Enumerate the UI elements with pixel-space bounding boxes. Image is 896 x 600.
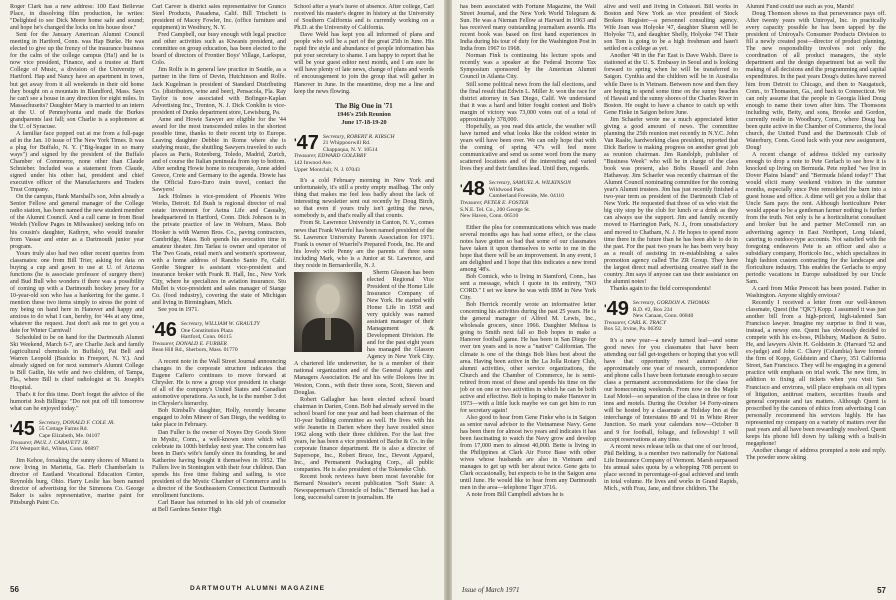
class-officers: Secretary, GORDON A. THOMAS R.D. #2, Box 234 New Canaan, Conn. 06840 Treasurer, CARL K. TRACY Box 52, Irvine, Pa. 06392 [604, 299, 710, 333]
portrait-photo [294, 272, 362, 352]
paragraph: Sherm Gleason has been elected Regional Vice President of the Home Life Insurance Company of New York. He started with Home Life in 1958 and very quickly was named assistant manager of their Management & Development Division. He and for the past eight years has managed the Glasson Agency in New York City. A chartered life underwriter, he is a member of their national organization and of the General Agents and Managers Association. He and his wife Dolores live in Weston, Conn., with their three sons, Scott, Steven and Douglas. [294, 269, 434, 396]
paragraph: Scheduled to be on hand for the Dartmouth Alumni Ski Weekend, March 6-7, are Charlie Jack and family (agricultural chemicals in Buffalo), Pat Bell and Warren Leopold (Busicks in Freeport, N. Y.). And already signed on for next summer's Alumni College is Bill Gatlin, his wife and two children, of Tampa, Fla., where Bill is chief radiologist at St. Joseph's Hospital. [10, 335, 144, 391]
paragraph: A note from Bill Campbell advises he is [466, 492, 564, 499]
paragraph: Also good to hear from Gene Finke who is in Saigon as senior naval advisor to the Vietnamese Navy. Gene has been there for almost two years and indicates it has been fascinating to watch the Navy grow and develop from 17,000 men to almost 40,000. Bette is living in the Philippines at Clark Air Force Base with other wives whose husbands are also in Vietnam and manages to get up with her about twice. Gene gets to Clark occasionally, but expects to be in the Saigon area until June. He would like to hear from any Dartmouth men in the area—telephone Tiger 3716. [460, 414, 596, 492]
paragraph: Another change of address prompted a note and reply. The powder snow skiing [746, 447, 886, 461]
paragraph: Jim Schaefer wrote me a much appreciated letter giving a good amount of news. The committee planning the 25th reunion met recently in N.Y.C. John Van Raalte, hardworking class president, reported that Dick Barlow is making progress on another great job as reunion chairman. Jim Randolph, publisher of "Business Week" who will be in charge of the class book was present, also Bobs Russell and John Hathaway. Jim Schaefer was recently chairman of the Alumni Council nominating committee for the coming year's Alumni trustees. Jim has just recently finished a two-year term as president of the Dartmouth Club of New York. He requested that those of us who visit the big city stop by the club for lunch or a drink as they can always use the support. Jim and family recently moved to Harrington Park, N. J., from unsatisfactory and moved to Chatham, N. J. He hopes to spend more time there in the future than he has been able to do in the past. For the past two years he has been very busy as a result of assisting in re-establishing a sales promotion agency called The ZR Group. They have the largest direct mail advertising creative staff in the country. Jim says if anyone can use their assistance on the alumni notes! [604, 116, 738, 285]
paragraph: alive and well and living in Cohasset. Bill works in Boston and New York as vice president of Stock Brokers Register—a personnel consulting agency. Wife Joan was Holyoke '47, daughter Sharon will be Holyoke '73, and daughter Shelly, Holyoke '74! Their son Tom is going to be a high freshman and hasn't settled on a college as yet. [604, 4, 738, 53]
right-page [452, 0, 896, 600]
reunion-banner: The Big One in '71 1946's 25th Reunion June 17-18-19-20 [335, 101, 393, 126]
paragraph: School after a year's leave of absence. After college, Carl received his master's degree in history at the University of Southern California and is currently working on a Ph.D. at the University of California. [294, 4, 434, 32]
class-heading-46 [152, 320, 286, 354]
class-year: '45 [10, 417, 35, 440]
right-column-2 [604, 4, 738, 572]
page-number: 57 [877, 586, 886, 595]
right-footer [462, 586, 886, 594]
paragraph: A recent change of address tickled my curiosity enough to drop a note to Pete Gerlach to see how it is knocked up living on Bermuda. Pete replied "we live in Dover Plains Island" and "Bermuda Island today!" That would elicit many weekend visitors in the summer months, especially since Pete remodeled the barn into a guest house and office. A dime will get you a dollar that Uncle Sam pays the rent. Although horticulture Peter would appear to be a gentleman farmer nothing is further from the truth. Not only is he a horticulturist consultant and broker but he and partner McConnell run an advertising agency in East Northport, Long Island, catering to outdoor-type accounts. Not satisfied with the foregoing endeavors Pete is an officer and also a subsidiary company, Horticolo Inc., which specializes in high fashion custom contracting for the landscape and floriculture industry. This enables the Gerlachs to enjoy periodic vacations in Europe subsidized by our Uncle Sam. [746, 151, 886, 285]
paragraph: Sent for the January American Alumni Council meeting in Hartford, Conn. was Hap Burke. He was elected to give up the frenzy of the insurance business for the calm of the college campus (Ha!) and he is now vice president, Finance, and a trustee at Hartt College of Music, a division of the University of Hartford. Hap and Nancy have an apartment in town, but get away from it all weekends in their old home they bought on a mountain in Blandford, Mass. Says he can't see a house in any direction for eight miles. In Massachusetts? Daughter Mary is married to an intern at the U. of Pennsylvania and made the Burkes grandparents last fall; son Charlie is a sophomore at the U. of Syracuse. [10, 32, 144, 130]
left-footer [10, 585, 434, 594]
paragraph: On the campus, Hank Marshall's son, John already a Senior Fellow and general manager of the College radio station, has been named the new student member of the Alumni Council. And a call came in from Brad Wedeh (Yellow Pages in Milwaukee) seeking info on his cousin's daughter, Kathryn, who would transfer from Vassar and enter as a Dartmouth junior year program. [10, 194, 144, 250]
right-column-3 [746, 4, 886, 572]
paragraph: Roger Clark has a new address: 100 East Bellevue Place, in dissolving film production, he writes: "Delighted to see Dick Meere home safe and sound; and hope he's changed the locks on his house door." [10, 4, 144, 32]
paragraph: Bob Comick, who is living in Stamford, Conn., has sent a message, which I quote in its entirety, "NO CORD." I set we knew he was with IBM in New York City. [460, 274, 596, 302]
paragraph: Jim Rolfe is in general law practice in Seattle, as a partner in the firm of Devin, Hutchinson and Rolfe. Jack Kugelman is president of Standard Distributing Co. (distributors, wine and beer), Pensacola, Fla. Ray Taylor is now associated with Bofinger-Kaplan Advertising Inc., Trenton, N. J. Dick Conklin is vice-president of Dunks department store, Lewisburg, Pa. [152, 67, 286, 116]
paragraph: A card from Mike Prescott has been posted. Father in Washington. Anyone slightly envious? [746, 285, 886, 299]
class-year: '49 [604, 297, 629, 320]
class-officers: Secretary, WILLIAM W. GRAULTY One Constitution Plaza Hartford, Conn. 06115 Treasurer, DONALD E. FURBER Bean Hill Rd., Sherborn, Mass. 01770 [152, 321, 260, 354]
paragraph: That's it for this time. Don't forget the advice of the humorist Josh Billings: "Do not put off till tomorrow what can be enjoyed today." [10, 391, 144, 412]
paragraph: Recently I received a letter from our well-known classmate, Quest (the "QK") Kopp. I assumed it was just another bill from a high-priced, high-talented San Francisco lawyer. Imagine my surprise to find it was, instead, a newsy one. Quent has obviously decided to compete with his ex-boss, Pillsbury, Madison & Sutro. He, and lawyers Alvin H. Goldstein Jr. (Harvard '52 and ex-judge) and John C. Chavy (Columbia) have formed the firm of Kopp, Goldstein and Chavy, 351 California Street, San Francisco. They will be engaging in a general practice with emphasis on trial work. The new firm, in addition to fixing all tickets when you visit San Francisco and environs, will place emphasis on all types of litigation, antitrust matters, securities frauds and general corporate and tax matters. Although Quent is proscribed by the canons of ethics from advertising I can personally recommend his services highly. He has represented my company on a variety of matters over the past years and all have been rewardingly resolved. Quent keeps his phone bill down by talking with a built-in megaphone! [746, 299, 886, 447]
class-year: '48 [460, 178, 485, 201]
paragraph: has been associated with Fortune Magazine, the Wall Street Journal, and the New York World Telegram & Sun. He was a Nieman Fellow at Harvard in 1963 and has received many outstanding journalism awards. His recent book was based on first hand experiences in India during his tour of duty for the Washington Post in India from 1967 to 1968. [460, 4, 596, 53]
class-heading-45 [10, 419, 144, 453]
paragraph: Doug Thomson shows us that perseverance pays off. After twenty years with Uniroyal, Inc. in practically every capacity possible he has been tapped by the president of Uniroyal's Consumer Products Division to fill a newly created post—director of product planning. The new responsibility involves not only the coordination of all product managers, the style department and the design department but as well the making of all decisions and the programming and capital expenditures. In the past years Doug's duties have moved him from Detroit to Chicago, and then to Naugatuck, Conn., to Thomaston, Ga., and back to Connecticut. We can only assume that the people in Georgia liked Doug enough to name their town after him. The Thomsons including wife, Betty, and sons, Brooke and Gordon, currently reside in Woodbury, Conn., where Doug has been quite active in the Chamber of Commerce, the local church, the United Fund and the Dartmouth Club of Waterbury, Conn. Good luck with your new assignment, Doug! [746, 11, 886, 151]
paragraph: It's a new year—a newly turned leaf—and some good news for you classmates that have been attending our fall get-togethers or hoping that you will have that opportunity next autumn! After approximately one year of research, correspondence and phone calls I have been fortunate enough to secure class a permanent accommodations for the class for our homecoming weekends. From now on the Maple Leaf Motel—so separation of the class in three or four inns and motels. During the October 14 Forty-niners will be hosted by a classmate at Holiday Inn at the interchange of Interstates 89 and 91 in White River Junction. So mark your calendars now—October 8 and 9 for football, foliage, and fellowship! I will accept reservations at any time. [604, 337, 738, 443]
paragraph: Jim Kehoe, forsaking the sunny shores of Miami is now living in Marietta, Ga. Herb Chamberlain is director of Eastland Vocational Education Center, Reynolds burg, Ohio. Harry Leslie has been named director of advertising for the Simmons Co. George Baker is sales representative, marine paint for Pittsburgh Paint Co. [10, 457, 144, 506]
paragraph: It's a cold February morning in New York and unfortunately, it's still a pretty empty mailbag. The only thing that makes me feel less badly about the lack of interesting newsletter sent out recently by Doug Birch, so that even if yours truly isn't getting the news, somebody is, and that's really all that counts. [294, 178, 434, 220]
paragraph: Dave Weld has kept you all informed of plans and people who will be a part of the great 25th in June. His rapid fire style and abundance of people information has put your secretary to shame. I am happy to report that he will be your guest editor next month, and I am sure he will have plenty of late news, change of plans and words of encouragement to join the group that will gather in Hanover in June. In the meantime, drop me a line and keep the news flowing. [294, 32, 434, 95]
paragraph: Bob Herrick recently wrote an informative letter concerning his activities during the past 25 years. He is the general manager of Alfred M. Lewis, Inc., wholesale grocers, since 1966. Daughter Melissa is going to Smith next fall so Bob hopes to make a Hanover football game. He has been in San Diego for over ten years and is now a "native" Californian. The climate is one of the things Bob likes best about the area. Having been active in the La Jolla Rotary Club, alumni activities, other service organizations, the Church and the Chamber of Commerce, he is semi-retired from most of these and spends his time on the job or on one or two activities in which he can be both active and effective. Bob is hoping to make Hanover in 1973—with a little luck maybe we can get him to run for secretary again! [460, 302, 596, 414]
paragraph: Hopefully, as you read this article, the weather will have turned and what looks like the coldest winter in years will have been over. We can only hope that with the coming of spring '47's will feel more communicative and send us some word from the many scattered locations and of the interesting and varied lives they and their families lead. Until then, regards. [460, 123, 596, 173]
left-column-1 [10, 4, 144, 572]
paragraph: Dan Fuller is the owner of Noyes Dry Goods Store in Mystic, Conn., a well-known store which will celebrate its 100th birthday next year. The concern has been in Dan's wife's family since its founding, he and Katherine having bought it themselves in 1952. The Fullers live in Stonington with their four children. Dan spends his free time fishing and sailing, is vice president of the Mystic Chamber of Commerce and is a director of the Southeastern Connecticut Dartmouth enrollment functions. [152, 429, 286, 499]
left-column-3 [294, 4, 434, 572]
issue-date: Issue of March 1971 [462, 586, 520, 594]
paragraph: Either the plea for communications which was made several months ago has had some effect, or the class notes have gotten so bad that some of our classmates have taken it upon themselves to write to me in the hope that there will be an improvement. In any event, I am delighted and I hope that this indicates a new trend among '48's. [460, 224, 596, 273]
magazine-title: DARTMOUTH ALUMNI MAGAZINE [190, 585, 326, 592]
paragraph: A recent news release tells us that one of our brood, Phil Belding, is a member two nationally for National Life Insurance Company of Vermont. Marsh surpassed his annual sales quota by a whopping 708 percent to place second in percentage-of-goal achieved and tenth in total volume. He lives and works in Grand Rapids, Mich., with Frau, Jane, and three children. The [604, 443, 738, 492]
paragraph: Thanks again to the field correspondents! [610, 285, 712, 292]
class-officers: Secretary, SAMUEL A. WILKINSON Wildwood Park Cumberland Foreside, Me. 04110 Treasurer, PETER E. FOSTER S.N.E. Tel. Co., 200 George St. New Haven, Conn. 06510 [460, 180, 571, 220]
paragraph: See you in 1971. [158, 307, 199, 314]
class-year: '46 [152, 319, 177, 342]
paragraph: Alumni Fund could use such as you, Marsh! [746, 4, 854, 10]
paragraph: Norman Fink is continuing his lecture spots and recently was a speaker at the Federal Income Tax Symposium sponsored by the American Alumni Council in Atlanta City. [460, 53, 596, 81]
class-officers: Secretary, DONALD F. COLE JR. 55 Cottage Farms Rd. Cape Elizabeth, Me. 04107 Treasurer, PAUL J. CARAVETT JR. 274 Westport Rd., Wilton, Conn. 06897 [10, 419, 115, 453]
class-heading-47 [294, 133, 434, 174]
class-year: '47 [294, 131, 319, 154]
paragraph: Carl Carver is district sales representative for Granco Steel Products, Pasadena, Calif. Bill Trischett is president of Macey Fowler, Inc. (office furniture and equipment) in Westbury, N. Y. [152, 4, 286, 32]
paragraph: Yours truly also had two other recent queries from classmates: one from Bill Trier, asking for data on buying a cup and gown to use at U. of Arizona functions (he is associate professor of surgery there) and Bud Bull who wonders if there was a possibility of coming up with a Dartmouth hockey jersey for a 10-year-old son who has a hankering for the game. I mention these two items simply to stress the point of my being on hand here in Hanover and happy and anxious to do what I can, hereby, for '44s at any time, whatever the request. Just don't ask me to get you a date for Winter Carnival! [10, 250, 144, 335]
paragraph: Still some political news from the fall elections, and the final result that Edwin L. Miller Jr. won the race for district attorney in San Diego, Calif. We understand that it was a hard and bitter fought contest and Bob's margin of victory was 73,000 votes out of a total of approximately 378,000. [460, 81, 596, 123]
paragraph: Fred Campbell, our busy enough with legal practice and other activities such as Kiwanis president, and committee on group education, has been elected to the board of directors of Frontier Boys' Village, Larkspur, Colo. [152, 32, 286, 67]
paragraph: A recent note in the Wall Street Journal announcing changes in the corporate structure indicates that Eugene Cafiero continues to move forward at Chrysler. He is now a group vice president in charge of all of the company's United States and Canadian automotive operations. As such, he is the number 3 dot in Chrysler's hierarchy. [152, 359, 286, 408]
page-gutter [444, 0, 452, 600]
paragraph: Anne and Howie Sawyer are eligible for the '44 award for the most transcended miles in the shortest possible time, thanks to their recent trip to Europe. Leaving daughter Debbie in Rome where she is studying music, the shuttling Sawyers traveled to such places as Paris, Rotenberg, Toledo, Madrid, Zurich, and of course the Italian peninsula from top to bottom. After sending Howie home to recuperate, Anne added Greece, Crete and Germany to the agenda. Howie has the Official Euro-Euro train travel, contact the Sawyers! [152, 116, 286, 194]
page-number: 56 [10, 585, 19, 594]
class-heading-49 [604, 299, 738, 333]
paragraph: Robert Gallagher has been elected school board chairman in Darien, Conn. Bob had already served in the school board for one year and had been chairman of the 10-year building committee as well. He lives with his wife Jeanette in Darien where they have resided since 1962 along with their three children. For the last five years, he has been a vice president of Bache & Co. in the corporate finance department. He is also a director of Supersope, Inc., Robert Bruce, Inc., Devont Apparel, Inc., and Permanent Packaging Corp., all public companies. He is also president of the Tokeneke Club. [294, 396, 434, 474]
paragraph: Recent book reviews have been most favorable for Bernard Nossiter's recent publication "Soft State: A Newspaperman's Chronicle of India." Bernard has had a long, successful career in journalism. He [294, 474, 434, 502]
right-column-1 [460, 4, 596, 572]
paragraph: A familiar face popped out at me from a full-page ad in the Jan. 10 issue of The New York Times. It was a plug for Buffalo, N. Y. ("Big-league in so many ways") and signed by the president of the Buffalo Chamber of Commerce, none other than Claude Schnieber. Included was a statement from Claude, signed under his other hat, president and chief executive officer of the Manufacturers and Traders Trust Company. [10, 130, 144, 194]
paragraph: Carl Bauer has returned to his old job of counselor at Bell Gardens Senior High [152, 499, 286, 514]
paragraph: Another '48 in the Far East is Dave Walsh. Dave is stationed at the U. S. Embassy in Seoul and is looking forward to spring when he will be transferred to Saigon. Cynthia and the children will be in Australia while Dave is in Vietnam. Between now and then they are hoping to spend some time on the sunny beaches of Hawaii and the sunny shores of the Charles River in Boston. He ought to have a chance to catch up with Gene Finke in Saigon before June. [604, 53, 738, 116]
left-column-2 [152, 4, 286, 572]
class-officers: Secretary, ROBERT R. KIRSCH 21 Whippoorwill Rd. Chappaqua, N. Y. 10514 Treasurer, EDWARD GOLEBBY 142 Inwood Ave. Upper Montclair, N. J. 07043 [294, 133, 395, 173]
class-heading-48 [460, 179, 596, 220]
paragraph: Jack Holmes is vice-president of Phoenix Wire Works, Detroit. Ed Bush is regional director of real estate investment for Aetna Life and Casualty, headquartered in Hartford, Conn. Dick Johnson is in the private practice of law in Woburn, Mass. Bob Hooker is with Warren Bros. Co., paving contractors, Cambridge, Mass. Bob spends his avocation time in amateur theater. Jim Tarlau is owner and operator of The Two Goats, retail men's and women's sportswear, with a home address of Rancho Santo Fe, Calif. Gordie Stegner is assistant vice-president and insurance broker with Frank B. Hall, Inc., New York City, where he specializes in aviation insurance. Stu Mullet is vice-president and sales manager of Stange Co. (food industry), covering the state of Michigan and living in Birmingham, Mich. [152, 194, 286, 306]
left-page [0, 0, 444, 600]
paragraph: Bob Kimball's daughter, Holly, recently became engaged to John Mineer of San Diego, the wedding to take place in February. [152, 408, 286, 429]
paragraph: From St. Lawrence University in Canton, N. Y., comes news that Frank Wuerfel has been named president of the St. Lawrence University Parents Association for 1971. Frank is owner of Wuerfel's Prepared Foods, Inc. He and his lovely wife Penny are the parents of three sons including Mark, who is a Junior at St. Lawrence, and they reside in Bernardsville, N. J. [294, 220, 434, 269]
